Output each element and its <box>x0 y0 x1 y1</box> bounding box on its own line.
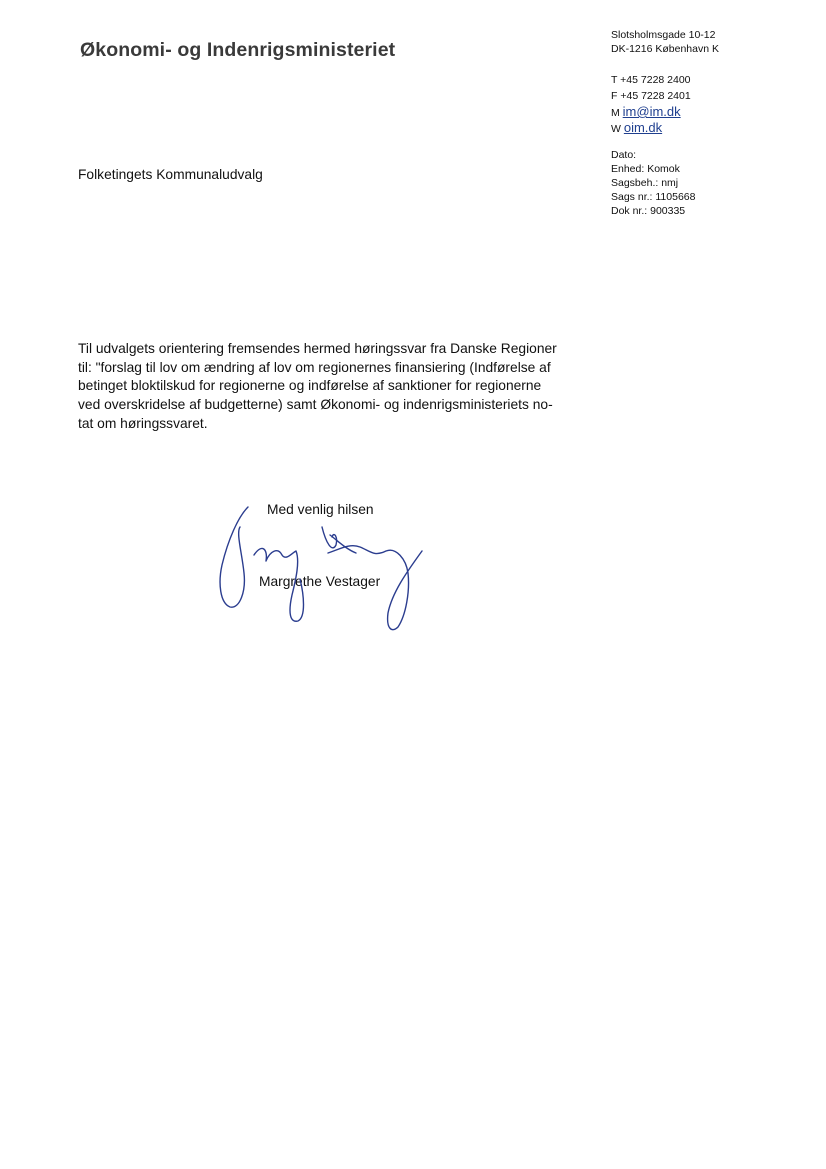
phone-label: T <box>611 74 618 86</box>
closing-greeting: Med venlig hilsen <box>267 502 374 517</box>
meta-date: Dato: <box>611 149 637 161</box>
body-line: tat om høringssvaret. <box>78 415 208 431</box>
website-link[interactable]: oim.dk <box>623 120 663 135</box>
body-line: ved overskridelse af budgetterne) samt Økonomi- og indenrigsministeriets no- <box>78 397 553 413</box>
signer-name: Margrethe Vestager <box>259 574 381 589</box>
meta-case-officer: Sagsbeh.: nmj <box>611 177 679 189</box>
ministry-name: Økonomi- og Indenrigsministeriet <box>80 39 396 61</box>
ministry-address <box>611 28 719 56</box>
phone-number: +45 7228 2400 <box>620 74 691 86</box>
mail-row <box>611 104 691 120</box>
phone-row <box>611 72 691 88</box>
body-line: betinget bloktilskud for regionerne og indførelse af sanktioner for regionerne <box>78 378 542 394</box>
web-label: W <box>611 123 621 135</box>
address-line-1: Slotsholmsgade 10-12 <box>611 29 716 41</box>
recipient: Folketingets Kommunaludvalg <box>78 167 263 182</box>
body-line: til: "forslag til lov om ændring af lov om regionernes finansiering (Indførelse af <box>78 359 551 375</box>
fax-number: +45 7228 2401 <box>620 90 691 102</box>
meta-unit: Enhed: Komok <box>611 163 680 175</box>
letter-body <box>78 340 578 434</box>
mail-label: M <box>611 107 620 119</box>
fax-label: F <box>611 90 618 102</box>
email-link[interactable]: im@im.dk <box>622 104 681 119</box>
body-line: Til udvalgets orientering fremsendes hermed høringssvar fra Danske Regioner <box>78 341 557 356</box>
web-row <box>611 120 691 136</box>
handwritten-signature <box>210 495 440 640</box>
address-line-2: DK-1216 København K <box>611 43 719 55</box>
meta-document-number: Dok nr.: 900335 <box>611 205 686 217</box>
document-meta <box>611 148 695 218</box>
meta-case-number: Sags nr.: 1105668 <box>611 191 696 203</box>
contact-block <box>611 72 691 136</box>
fax-row <box>611 88 691 104</box>
